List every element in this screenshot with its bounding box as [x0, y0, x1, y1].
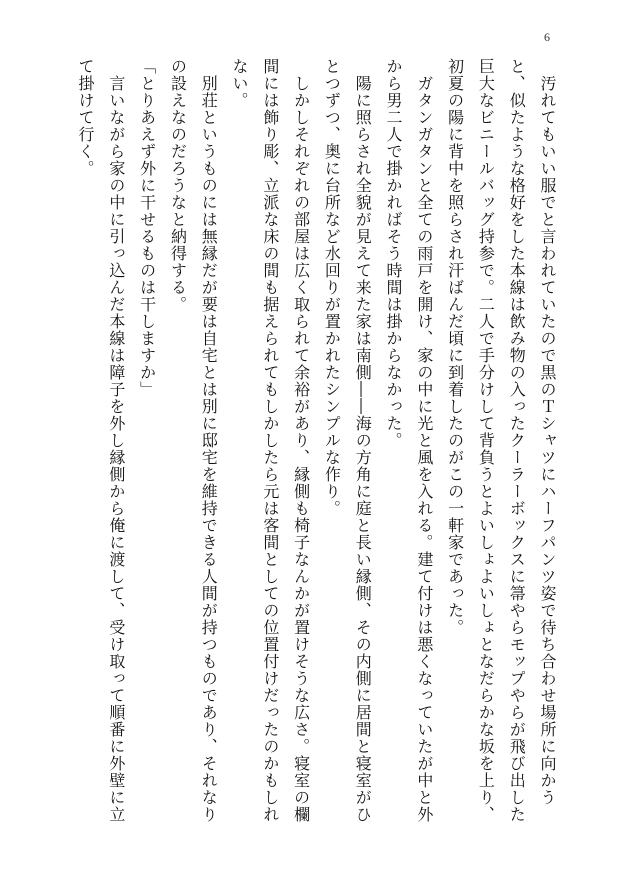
- paragraph: 陽に照らされ全貌が見えて来た家は南側――海の方角に庭と長い縁側、その内側に居間と寝室がひとつずつ、奥に台所など水回りが置かれたシンプルな作り。: [322, 58, 373, 823]
- paragraph: 別荘というものには無縁だが要は自宅とは別に邸宅を維持できる人間が持つものであり、それなりの設えなのだろうなと納得する。: [168, 58, 219, 823]
- paragraph: しかしそれぞれの部屋は広く取られて余裕があり、縁側も椅子なんかが置けそうな広さ。寝室の欄間には飾り彫、立派な床の間も据えられてもしかしたら元は客間としての位置付けだったのかもしれない。: [230, 58, 311, 823]
- paragraph: 汚れてもいい服でと言われていたので黒のＴシャツにハーフパンツ姿で待ち合わせ場所に向かうと、似たような格好をした本線は飲み物の入ったクーラーボックスに箒やらモップやらが飛び出した巨大なビニールバッグ持参で。二人で手分けして背負うとよいしょよいしょとなだらかな坂を上り、初夏の陽に背中を照らされ汗ばんだ頃に到着したのがこの一軒家であった。: [445, 58, 557, 823]
- paragraph: 言いながら家の中に引っ込んだ本線は障子を外し縁側から俺に渡して、受け取って順番に外壁に立て掛けて行く。: [76, 58, 126, 823]
- page-number: 6: [544, 30, 550, 44]
- body-text: [76, 58, 562, 838]
- paragraph: 「とりあえず外に干せるものは干しますか」: [137, 58, 157, 398]
- paragraph: ガタンガタンと全ての雨戸を開け、家の中に光と風を入れる。建て付けは悪くなっていたが中と外から男二人で掛かればそう時間は掛からなかった。: [384, 58, 434, 823]
